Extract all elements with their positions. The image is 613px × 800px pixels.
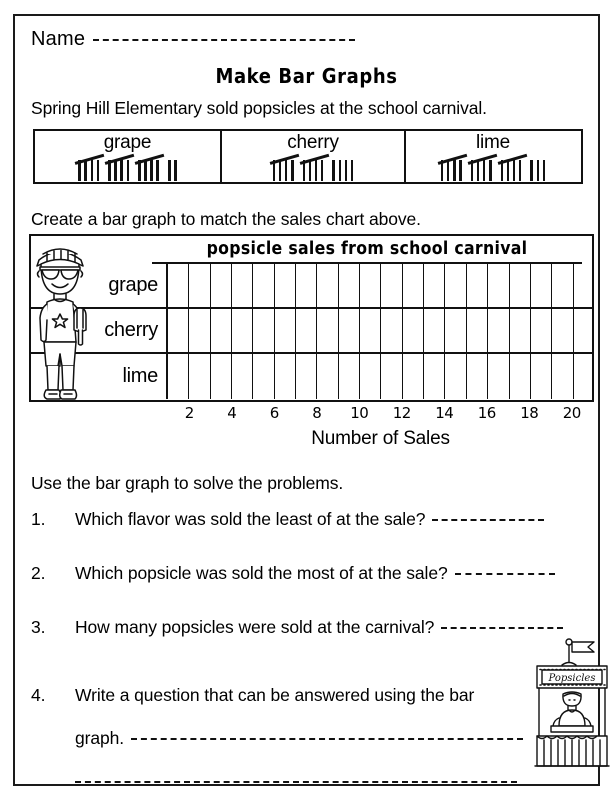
tally-flavor-label: grape: [103, 132, 152, 153]
question-text: Which popsicle was sold the most of at the sale?: [75, 563, 448, 583]
graph-cell[interactable]: [467, 309, 488, 352]
graph-cell[interactable]: [253, 354, 274, 399]
tally-marks-cherry: [273, 157, 354, 181]
answer-blank[interactable]: [131, 738, 523, 740]
graph-cell[interactable]: [189, 264, 210, 307]
graph-cell[interactable]: [317, 264, 338, 307]
graph-cell[interactable]: [253, 264, 274, 307]
graph-cell[interactable]: [360, 354, 381, 399]
answer-blank[interactable]: [432, 519, 544, 521]
graph-cell[interactable]: [275, 264, 296, 307]
worksheet-page: [13, 14, 600, 786]
axis-tick-label: 20: [562, 404, 581, 422]
graph-cell[interactable]: [488, 309, 509, 352]
tally-marks-grape: [78, 157, 176, 181]
graph-cell[interactable]: [552, 264, 573, 307]
axis-tick-label: 12: [392, 404, 411, 422]
graph-cell[interactable]: [531, 264, 552, 307]
question-text: Write a question that can be answered using the bar: [75, 685, 475, 705]
bar-graph-rows: [29, 264, 594, 400]
graph-cell[interactable]: [445, 264, 466, 307]
graph-cell[interactable]: [403, 309, 424, 352]
axis-tick-label: 16: [477, 404, 496, 422]
tally-group-partial: [530, 160, 545, 181]
axis-tick-label: 10: [350, 404, 369, 422]
graph-cell[interactable]: [296, 309, 317, 352]
graph-cell[interactable]: [424, 309, 445, 352]
graph-cell[interactable]: [445, 354, 466, 399]
tally-group-five: [441, 160, 462, 181]
tally-group-five: [138, 160, 159, 181]
question-4-line-2: [75, 728, 581, 749]
graph-cell[interactable]: [381, 264, 402, 307]
tally-column-lime: [406, 131, 580, 182]
graph-row-grape: [29, 264, 594, 309]
graph-cell[interactable]: [467, 264, 488, 307]
tally-group-five: [78, 160, 99, 181]
axis-tick-label: 2: [184, 404, 194, 422]
graph-cell[interactable]: [189, 309, 210, 352]
graph-cell[interactable]: [552, 309, 573, 352]
graph-cell[interactable]: [360, 309, 381, 352]
graph-cell[interactable]: [574, 309, 594, 352]
graph-cell[interactable]: [211, 354, 232, 399]
graph-cell[interactable]: [403, 354, 424, 399]
name-label: Name: [31, 28, 86, 50]
intro-text: Spring Hill Elementary sold popsicles at the school carnival.: [31, 98, 487, 118]
graph-cell[interactable]: [424, 264, 445, 307]
axis-tick-label: 18: [520, 404, 539, 422]
graph-cell[interactable]: [232, 264, 253, 307]
answer-blank[interactable]: [75, 781, 517, 783]
instruction-create-graph: Create a bar graph to match the sales chart above.: [31, 209, 421, 229]
tally-flavor-label: lime: [475, 132, 511, 153]
name-blank-line[interactable]: [93, 39, 355, 41]
answer-blank[interactable]: [455, 573, 555, 575]
x-axis-label: Number of Sales: [311, 428, 450, 449]
graph-cell[interactable]: [211, 264, 232, 307]
graph-cell[interactable]: [339, 309, 360, 352]
graph-cell[interactable]: [510, 354, 531, 399]
graph-cell[interactable]: [531, 309, 552, 352]
question-1: [31, 509, 581, 530]
graph-cell[interactable]: [424, 354, 445, 399]
bar-graph-title: popsicle sales from school carnival: [152, 236, 582, 264]
graph-cell[interactable]: [381, 354, 402, 399]
graph-row-label: lime: [29, 354, 168, 399]
graph-cell[interactable]: [168, 354, 189, 399]
graph-cell[interactable]: [189, 354, 210, 399]
question-number: 1.: [31, 509, 46, 529]
graph-row-cells[interactable]: [168, 309, 594, 352]
question-4-line-3: [75, 771, 581, 792]
question-text: Which flavor was sold the least of at the sale?: [75, 509, 426, 529]
graph-row-label: grape: [29, 264, 168, 307]
graph-cell[interactable]: [531, 354, 552, 399]
bar-graph-block: [22, 234, 594, 402]
graph-cell[interactable]: [232, 354, 253, 399]
stand-sign-text: Popsicles: [548, 673, 596, 684]
question-number: 2.: [31, 563, 46, 583]
graph-cell[interactable]: [339, 354, 360, 399]
question-2: [31, 563, 581, 584]
question-4: [31, 685, 581, 792]
graph-cell[interactable]: [574, 354, 594, 399]
question-text: How many popsicles were sold at the carnival?: [75, 617, 435, 637]
tally-column-cherry: [222, 131, 406, 182]
graph-cell[interactable]: [232, 309, 253, 352]
tally-group-five: [471, 160, 492, 181]
axis-tick-label: 8: [312, 404, 322, 422]
graph-row-cherry: [29, 309, 594, 354]
graph-cell[interactable]: [381, 309, 402, 352]
graph-cell[interactable]: [253, 309, 274, 352]
instruction-solve-problems: Use the bar graph to solve the problems.: [31, 473, 344, 493]
graph-cell[interactable]: [510, 264, 531, 307]
graph-cell[interactable]: [275, 309, 296, 352]
graph-cell[interactable]: [488, 354, 509, 399]
axis-tick-label: 14: [435, 404, 454, 422]
graph-cell[interactable]: [467, 354, 488, 399]
question-number: 4.: [31, 685, 46, 705]
x-axis-ticks: [168, 404, 593, 424]
tally-column-grape: [35, 131, 222, 182]
question-3: [31, 617, 581, 638]
answer-blank[interactable]: [441, 627, 563, 629]
tally-group-partial: [332, 160, 353, 181]
axis-tick-label: 6: [269, 404, 279, 422]
tally-group-five: [303, 160, 324, 181]
tally-chart: [33, 129, 583, 184]
graph-cell[interactable]: [510, 309, 531, 352]
graph-cell[interactable]: [360, 264, 381, 307]
graph-row-cells[interactable]: [168, 354, 594, 399]
graph-cell[interactable]: [168, 309, 189, 352]
graph-cell[interactable]: [168, 264, 189, 307]
graph-cell[interactable]: [339, 264, 360, 307]
graph-cell[interactable]: [488, 264, 509, 307]
graph-cell[interactable]: [296, 264, 317, 307]
graph-cell[interactable]: [296, 354, 317, 399]
graph-cell[interactable]: [574, 264, 594, 307]
graph-cell[interactable]: [403, 264, 424, 307]
graph-cell[interactable]: [317, 354, 338, 399]
tally-group-partial: [168, 160, 177, 181]
page-title: Make Bar Graphs: [215, 64, 398, 88]
question-number: 3.: [31, 617, 46, 637]
graph-cell[interactable]: [552, 354, 573, 399]
popsicle-stand-illustration: [531, 634, 613, 770]
tally-group-five: [501, 160, 522, 181]
graph-cell[interactable]: [317, 309, 338, 352]
tally-group-five: [273, 160, 294, 181]
tally-group-five: [108, 160, 129, 181]
kid-with-popsicle-illustration: [25, 238, 95, 410]
tally-marks-lime: [441, 157, 545, 181]
axis-tick-label: 4: [227, 404, 237, 422]
graph-cell[interactable]: [445, 309, 466, 352]
name-field-row: [31, 28, 355, 51]
graph-row-cells[interactable]: [168, 264, 594, 307]
graph-row-lime: [29, 354, 594, 399]
graph-cell[interactable]: [211, 309, 232, 352]
question-text-continued: graph.: [75, 728, 125, 748]
tally-flavor-label: cherry: [287, 132, 339, 153]
graph-cell[interactable]: [275, 354, 296, 399]
graph-row-label: cherry: [29, 309, 168, 352]
